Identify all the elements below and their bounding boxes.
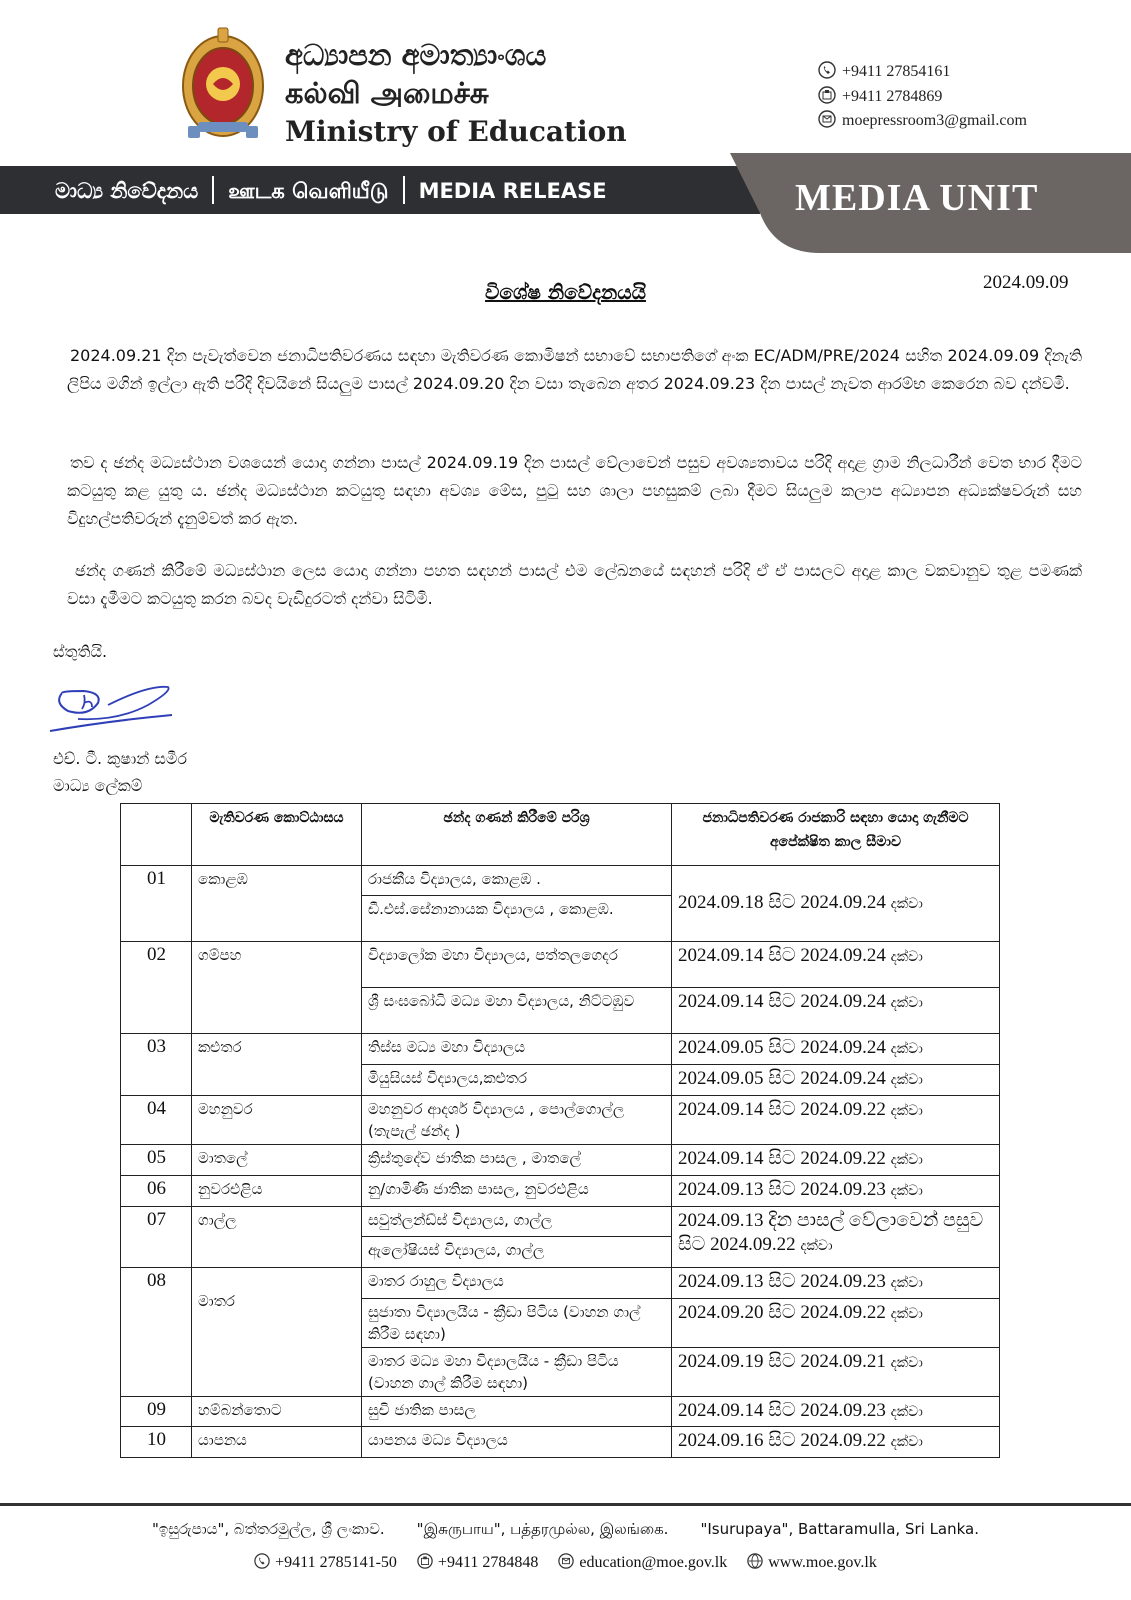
band-separator bbox=[212, 176, 214, 204]
letter-date: 2024.09.09 bbox=[983, 272, 1069, 293]
row-period bbox=[672, 1299, 1000, 1348]
ministry-name-tamil: கல்வி அமைச்சு bbox=[285, 76, 489, 110]
period-suffix: දක්වා bbox=[890, 1306, 923, 1322]
row-period bbox=[672, 1268, 1000, 1299]
row-period bbox=[672, 1145, 1000, 1176]
row-school: ඩී.එස්.සේනානායක විද්‍යාලය , කොළඹ. bbox=[362, 896, 672, 942]
band-separator bbox=[403, 176, 405, 204]
table-row bbox=[121, 1176, 1000, 1207]
period-dates: 2024.09.19 සිට 2024.09.21 bbox=[678, 1351, 886, 1372]
paragraph-1: 2024.09.21 දින පැවැත්වෙන ජනාධිපතිවරණය සඳහා මැතිවරණ කොමිෂන් සභාවේ සභාපතිගේ අංක EC/ADM/PRE/2024 සහිත 2024.09.09 දිනැති ලිපිය මගින් ඉල්ලා ඇති පරිදි දිවයිනේ සියලුම පාසල් 2024.09.20 දින වසා තැබෙන අතර 2024.09.23 දින පාසල් නැවත ආරම්භ කෙරෙන බව දන්වමි. bbox=[67, 346, 1082, 393]
signer-title: මාධ්‍ය ලේකම් bbox=[53, 776, 143, 795]
email-icon bbox=[558, 1553, 574, 1569]
period-dates: 2024.09.14 සිට 2024.09.24 bbox=[678, 945, 886, 966]
row-school: මහනුවර ආදර්ශ විද්‍යාලය , පොල්ගොල්ල (තැපැල් ඡන්ද ) bbox=[362, 1096, 672, 1145]
row-period bbox=[672, 1176, 1000, 1207]
row-period bbox=[672, 1065, 1000, 1096]
counting-centres-table bbox=[120, 803, 1000, 1458]
footer-address-tamil: "இசுருபாய", பத்தரமுல்ல, இலங்கை. bbox=[416, 1520, 669, 1538]
row-school: මාතර රාහුල විද්‍යාලය bbox=[362, 1268, 672, 1299]
row-district-text: මාතර bbox=[198, 1292, 235, 1310]
period-suffix: දක්වා bbox=[890, 1152, 923, 1168]
row-district: හම්බන්තොට bbox=[192, 1397, 362, 1427]
row-period bbox=[672, 1096, 1000, 1145]
footer-address-sinhala: "ඉසුරුපාය", බත්තරමුල්ල, ශ්‍රී ලංකාව. bbox=[151, 1520, 385, 1538]
period-suffix: දක්වා bbox=[890, 1072, 923, 1088]
row-school: විද්‍යාලෝක මහා විද්‍යාලය, පත්තලගෙදර bbox=[362, 942, 672, 988]
ministry-name-sinhala: අධ්‍යාපන අමාත්‍යාංශය bbox=[285, 38, 547, 72]
footer-phone bbox=[254, 1554, 397, 1571]
row-number: 03 bbox=[121, 1034, 192, 1096]
table-row bbox=[121, 1427, 1000, 1458]
sri-lanka-emblem bbox=[178, 24, 268, 142]
footer-contacts bbox=[0, 1553, 1131, 1572]
row-number: 05 bbox=[121, 1145, 192, 1176]
row-number: 07 bbox=[121, 1207, 192, 1268]
row-number: 08 bbox=[121, 1268, 192, 1397]
row-school: සුජාතා විද්‍යාලයීය - ක්‍රීඩා පිටිය (වාහන ගාල් කිරීම සඳහා) bbox=[362, 1299, 672, 1348]
period-suffix: දක්වා bbox=[890, 1103, 923, 1119]
row-school: සුචි ජාතික පාසල bbox=[362, 1397, 672, 1427]
row-number: 09 bbox=[121, 1397, 192, 1427]
header-email bbox=[818, 110, 1027, 130]
row-district: මාතලේ bbox=[192, 1145, 362, 1176]
row-school: රාජකීය විද්‍යාලය, කොළඹ . bbox=[362, 866, 672, 896]
period-dates: 2024.09.14 සිට 2024.09.24 bbox=[678, 991, 886, 1012]
row-number: 01 bbox=[121, 866, 192, 942]
period-suffix: දක්වා bbox=[890, 949, 923, 965]
row-district: ගම්පහ bbox=[192, 942, 362, 1034]
footer-email-text: education@moe.gov.lk bbox=[579, 1554, 728, 1571]
table-row bbox=[121, 1096, 1000, 1145]
band-label-sinhala: මාධ්‍ය නිවේදනය bbox=[55, 179, 199, 203]
period-suffix: දක්වා bbox=[890, 995, 923, 1011]
period-dates: 2024.09.14 සිට 2024.09.23 bbox=[678, 1400, 886, 1421]
period-dates: 2024.09.05 සිට 2024.09.24 bbox=[678, 1068, 886, 1089]
signature bbox=[48, 675, 178, 745]
row-district: කළුතර bbox=[192, 1034, 362, 1096]
footer-address-english: "Isurupaya", Battaramulla, Sri Lanka. bbox=[700, 1520, 980, 1538]
header-phone-text: +9411 27854161 bbox=[842, 63, 951, 80]
band-label-english: MEDIA RELEASE bbox=[418, 179, 607, 203]
period-suffix: දක්වා bbox=[890, 1041, 923, 1057]
phone-icon bbox=[254, 1553, 270, 1569]
signer-name: එච්. ටී. කුෂාන් සමීර bbox=[53, 749, 188, 768]
row-school: ශ්‍රී සංඝබෝධි මධ්‍ය මහා විද්‍යාලය, නිට්ටඹුව bbox=[362, 988, 672, 1034]
footer-fax bbox=[417, 1554, 538, 1571]
letter-subject-text: විශේෂ නිවේදනයයි bbox=[485, 280, 646, 304]
period-suffix: දක්වා bbox=[890, 1275, 923, 1291]
header-email-text: moepressroom3@gmail.com bbox=[842, 112, 1027, 129]
period-suffix: දක්වා bbox=[890, 1183, 923, 1199]
period-dates: 2024.09.13 දින පාසල් වේලාවෙන් පසුව සිට 2024.09.22 bbox=[678, 1210, 984, 1255]
row-district: කොළඹ bbox=[192, 866, 362, 942]
row-district bbox=[192, 1268, 362, 1397]
email-icon bbox=[818, 110, 836, 128]
period-suffix: දක්වා bbox=[890, 896, 923, 912]
row-district: නුවරඑළිය bbox=[192, 1176, 362, 1207]
media-unit-title: MEDIA UNIT bbox=[795, 177, 1039, 219]
header-fax bbox=[818, 86, 942, 106]
letter-subject bbox=[0, 280, 1131, 304]
period-suffix: දක්වා bbox=[890, 1434, 923, 1450]
header-district: මැතිවරණ කොට්ඨාසය bbox=[192, 804, 362, 866]
row-school: ඇලෝෂියස් විද්‍යාලය, ගාල්ල bbox=[362, 1237, 672, 1268]
fax-icon bbox=[818, 86, 836, 104]
row-school: මාතර මධ්‍ය මහා විද්‍යාලයීය - ක්‍රීඩා පිටිය (වාහන ගාල් කිරීම සඳහා) bbox=[362, 1348, 672, 1397]
footer-web bbox=[747, 1554, 877, 1571]
row-number: 10 bbox=[121, 1427, 192, 1458]
table-row bbox=[121, 866, 1000, 896]
row-period bbox=[672, 1397, 1000, 1427]
table-row bbox=[121, 1207, 1000, 1237]
row-period bbox=[672, 942, 1000, 988]
period-suffix: දක්වා bbox=[800, 1238, 833, 1254]
period-suffix: දක්වා bbox=[890, 1404, 923, 1420]
row-school: නු/ගාමිණී ජාතික පාසල, නුවරඑළිය bbox=[362, 1176, 672, 1207]
row-district: ගාල්ල bbox=[192, 1207, 362, 1268]
period-dates: 2024.09.20 සිට 2024.09.22 bbox=[678, 1302, 886, 1323]
row-period bbox=[672, 866, 1000, 942]
row-school: ක්‍රිස්තුදේව ජාතික පාසල , මාතලේ bbox=[362, 1145, 672, 1176]
row-district: මහනුවර bbox=[192, 1096, 362, 1145]
header-fax-text: +9411 2784869 bbox=[842, 88, 943, 105]
row-period bbox=[672, 988, 1000, 1034]
media-release-labels bbox=[55, 176, 607, 206]
table-row bbox=[121, 1268, 1000, 1299]
header-period: ජනාධිපතිවරණ රාජකාරි සඳහා යොදා ගැනීමට අපේක්ෂිත කාල සීමාව bbox=[672, 804, 1000, 866]
header-school: ඡන්ද ගණන් කිරීමේ පරිශ්‍ර bbox=[362, 804, 672, 866]
table-row bbox=[121, 1034, 1000, 1065]
header-number bbox=[121, 804, 192, 866]
table-row bbox=[121, 1397, 1000, 1427]
table-row bbox=[121, 942, 1000, 988]
fax-icon bbox=[417, 1553, 433, 1569]
row-number: 04 bbox=[121, 1096, 192, 1145]
band-label-tamil: ஊடக வெளியீடு bbox=[228, 179, 389, 203]
paragraph-3: ඡන්ද ගණන් කිරීමේ මධ්‍යස්ථාන ලෙස යොදා ගන්නා පහත සඳහන් පාසල් එම ලේඛනයේ සඳහන් පරිදි ඒ ඒ පාසලට අදාළ කාල වකවානුව තුළ පමණක් වසා දැමීමට කටයුතු කරන බවද වැඩිදුරටත් දන්වා සිටිමි. bbox=[67, 561, 1082, 608]
row-district: යාපනය bbox=[192, 1427, 362, 1458]
footer-divider bbox=[0, 1503, 1131, 1506]
footer-email bbox=[558, 1554, 727, 1571]
row-number: 06 bbox=[121, 1176, 192, 1207]
row-number: 02 bbox=[121, 942, 192, 1034]
period-dates: 2024.09.18 සිට 2024.09.24 bbox=[678, 892, 886, 913]
footer-address bbox=[0, 1520, 1131, 1540]
row-school: සවුත්ලන්ඩ්ස් විද්‍යාලය, ගාල්ල bbox=[362, 1207, 672, 1237]
table-header-row bbox=[121, 804, 1000, 866]
paragraph-2: තව ද ඡන්ද මධ්‍යස්ථාන වශයෙන් යොදා ගන්නා පාසල් 2024.09.19 දින පාසල් වේලාවෙන් පසුව අවශ්‍යතාවය පරිදි අදාළ ග්‍රාම නිලධාරීන් වෙත භාර දීමට කටයුතු කළ යුතු ය. ඡන්ද මධ්‍යස්ථාන කටයුතු සඳහා අවශ්‍ය මේස, පුටු සහ ශාලා පහසුකම් ලබා දීමට සියලුම කලාප අධ්‍යාපන අධ්‍යක්ෂවරුන් සහ විදුහල්පතිවරුන් දැනුම්වත් කර ඇත. bbox=[67, 453, 1082, 528]
period-dates: 2024.09.13 සිට 2024.09.23 bbox=[678, 1271, 886, 1292]
footer-fax-text: +9411 2784848 bbox=[437, 1554, 539, 1571]
period-dates: 2024.09.14 සිට 2024.09.22 bbox=[678, 1099, 886, 1120]
row-period bbox=[672, 1427, 1000, 1458]
period-dates: 2024.09.13 සිට 2024.09.23 bbox=[678, 1179, 886, 1200]
period-dates: 2024.09.14 සිට 2024.09.22 bbox=[678, 1148, 886, 1169]
table-row bbox=[121, 1145, 1000, 1176]
header-phone bbox=[818, 61, 950, 81]
row-school: මියුසියස් විද්‍යාලය,කළුතර bbox=[362, 1065, 672, 1096]
ministry-name-english: Ministry of Education bbox=[285, 115, 627, 148]
period-dates: 2024.09.05 සිට 2024.09.24 bbox=[678, 1037, 886, 1058]
row-period bbox=[672, 1207, 1000, 1268]
phone-icon bbox=[818, 61, 836, 79]
row-school: තිස්ස මධ්‍ය මහා විද්‍යාලය bbox=[362, 1034, 672, 1065]
period-dates: 2024.09.16 සිට 2024.09.22 bbox=[678, 1430, 886, 1451]
row-school: යාපනය මධ්‍ය විද්‍යාලය bbox=[362, 1427, 672, 1458]
footer-web-text: www.moe.gov.lk bbox=[768, 1554, 877, 1571]
row-period bbox=[672, 1348, 1000, 1397]
web-icon bbox=[747, 1553, 763, 1569]
footer-phone-text: +9411 2785141-50 bbox=[275, 1554, 397, 1571]
row-period bbox=[672, 1034, 1000, 1065]
closing: ස්තුතියි. bbox=[53, 642, 108, 661]
period-suffix: දක්වා bbox=[890, 1355, 923, 1371]
